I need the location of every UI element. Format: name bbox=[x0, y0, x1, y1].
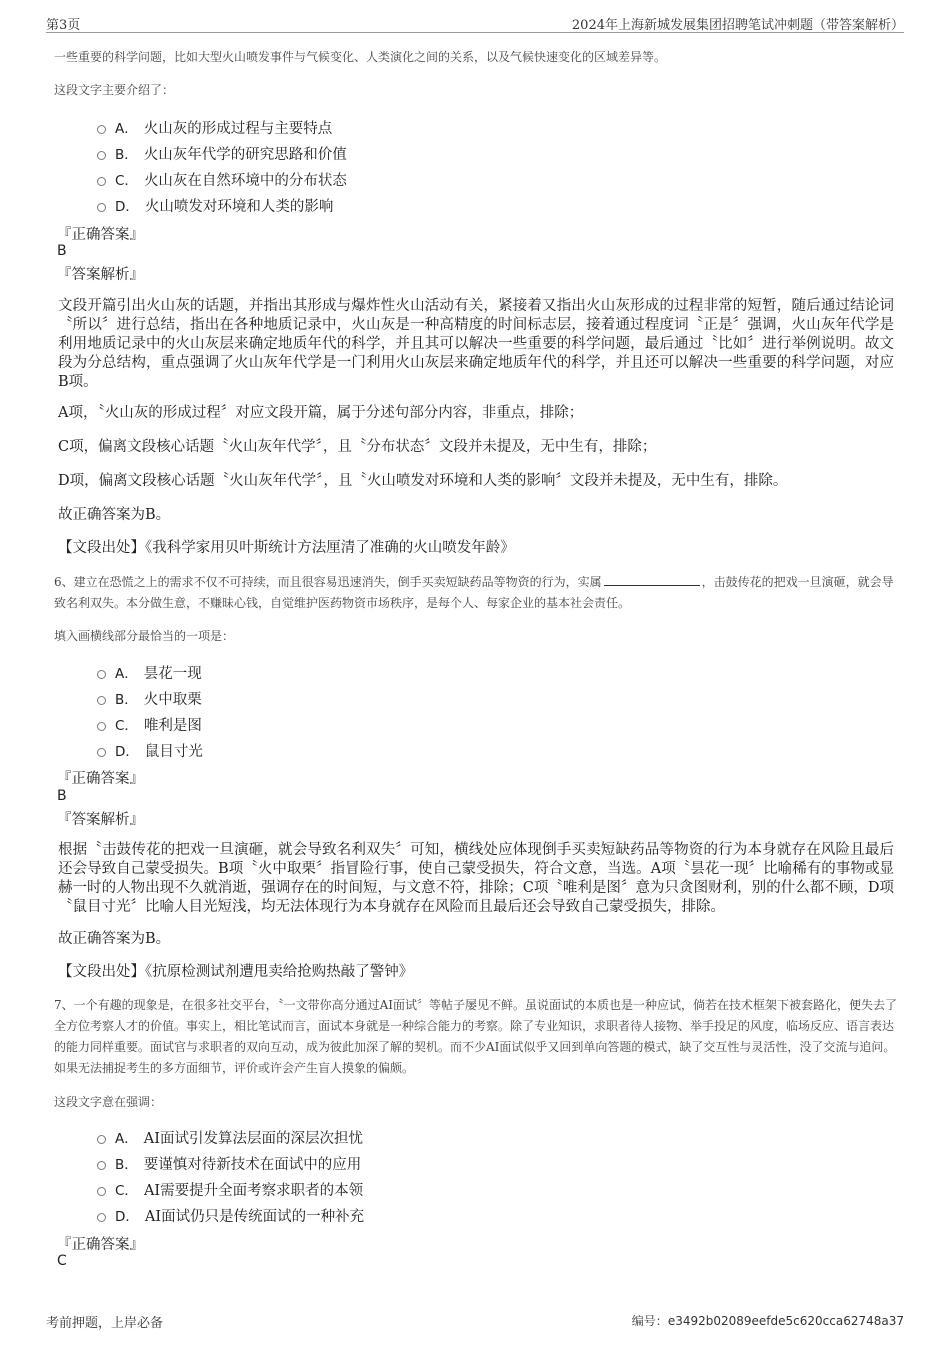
q6-option-d[interactable]: D． 鼠目寸光 bbox=[97, 737, 497, 763]
q5-analysis-c: C项，偏离文段核心话题〝火山灰年代学〞，且〝分布状态〞文段并未提及，无中生有，排除； bbox=[58, 439, 657, 455]
q7-stem: 7、一个有趣的现象是，在很多社交平台，〝一文带你高分通过AI面试〞等帖子屡见不鲜。虽说面试的本质也是一种应试，倘若在技术框架下被套路化，便失去了全方位考察人才的价值。事实上，相比笔试而言，面试本身就是一种综合能力的考察。除了专业知识，求职者待人接物、举手投足的风度，临场反应、语言表达的能力同样重要。面试官与求职者的双向互动，成为彼此加深了解的契机。而不少AI面试似乎又回到单向答题的模式，缺了交互性与灵活性，没了交流与追问。如果无法捕捉考生的多方面细节，评价或许会产生盲人摸象的偏颇。 bbox=[54, 998, 898, 1075]
radio-icon[interactable] bbox=[97, 1135, 106, 1144]
q7-options bbox=[97, 1124, 497, 1228]
radio-icon[interactable] bbox=[97, 696, 106, 705]
q6-options bbox=[97, 659, 497, 763]
q5-option-b[interactable]: B． 火山灰年代学的研究思路和价值 bbox=[97, 140, 497, 166]
q5-option-c[interactable]: C． 火山灰在自然环境中的分布状态 bbox=[97, 166, 497, 192]
q7-option-a[interactable]: A． AI面试引发算法层面的深层次担忧 bbox=[97, 1124, 497, 1150]
radio-icon[interactable] bbox=[97, 1187, 106, 1196]
q5-stem-tail: 一些重要的科学问题，比如大型火山喷发事件与气候变化、人类演化之间的关系，以及气候快速变化的区域差异等。 bbox=[54, 50, 667, 64]
q5-answer-label: 『正确答案』 bbox=[57, 227, 144, 243]
document-title: 2024年上海新城发展集团招聘笔试冲刺题（带答案解析） bbox=[571, 18, 904, 33]
q5-source: 【文段出处】《我科学家用贝叶斯统计方法厘清了准确的火山喷发年龄》 bbox=[58, 540, 515, 556]
radio-icon[interactable] bbox=[97, 151, 106, 160]
q6-analysis-label: 『答案解析』 bbox=[57, 812, 144, 828]
q5-conclusion: 故正确答案为B。 bbox=[58, 507, 171, 523]
q6-answer: B bbox=[57, 788, 67, 804]
q5-analysis-a: A项，〝火山灰的形成过程〞对应文段开篇，属于分述句部分内容，非重点，排除； bbox=[58, 405, 584, 421]
q6-option-b[interactable]: B． 火中取栗 bbox=[97, 685, 497, 711]
q6-source: 【文段出处】《抗原检测试剂遭甩卖给抢购热敲了警钟》 bbox=[58, 964, 414, 980]
q5-analysis-main: 文段开篇引出火山灰的话题，并指出其形成与爆炸性火山活动有关，紧接着又指出火山灰形成的过程非常的短暂，随后通过结论词〝所以〞进行总结，指出在各种地质记录中，火山灰是一种高精度的时间标志层，接着通过程度词〝正是〞强调，火山灰年代学是利用地质记录中的火山灰层来确定地质年代的科学，并且其可以解决一些重要的科学问题，最后通过〝比如〞进行举例说明。故文段为分总结构，重点强调了火山灰年代学是一门利用火山灰层来确定地质年代的科学，并且还可以解决一些重要的科学问题，对应B项。 bbox=[58, 298, 894, 390]
q7-prompt: 这段文字意在强调： bbox=[54, 1095, 163, 1109]
radio-icon[interactable] bbox=[97, 722, 106, 731]
radio-icon[interactable] bbox=[97, 203, 106, 212]
footer-slogan: 考前押题，上岸必备 bbox=[46, 1316, 164, 1331]
q7-option-c[interactable]: C． AI需要提升全面考察求职者的本领 bbox=[97, 1176, 497, 1202]
q6-option-a[interactable]: A． 昙花一现 bbox=[97, 659, 497, 685]
q5-analysis-label: 『答案解析』 bbox=[57, 267, 144, 283]
q6-option-c[interactable]: C． 唯利是图 bbox=[97, 711, 497, 737]
q7-answer: C bbox=[57, 1253, 67, 1269]
radio-icon[interactable] bbox=[97, 670, 106, 679]
radio-icon[interactable] bbox=[97, 1161, 106, 1170]
q7-option-d[interactable]: D． AI面试仍只是传统面试的一种补充 bbox=[97, 1202, 497, 1228]
q5-analysis-d: D项，偏离文段核心话题〝火山灰年代学〞，且〝火山喷发对环境和人类的影响〞文段并未提及，无中生有，排除。 bbox=[58, 473, 788, 489]
q5-answer: B bbox=[57, 243, 67, 259]
q5-prompt: 这段文字主要介绍了： bbox=[54, 83, 175, 97]
q5-options bbox=[97, 114, 497, 218]
q7-option-b[interactable]: B． 要谨慎对待新技术在面试中的应用 bbox=[97, 1150, 497, 1176]
radio-icon[interactable] bbox=[97, 1213, 106, 1222]
q7-answer-label: 『正确答案』 bbox=[57, 1237, 144, 1253]
q6-prompt: 填入画横线部分最恰当的一项是： bbox=[54, 629, 235, 643]
fill-blank bbox=[604, 573, 700, 586]
radio-icon[interactable] bbox=[97, 177, 106, 186]
q6-conclusion: 故正确答案为B。 bbox=[58, 931, 171, 947]
q6-stem: 6、建立在恐慌之上的需求不仅不可持续，而且很容易迅速消失，倒手买卖短缺药品等物资的行为，实属 ，击鼓传花的把戏一旦演砸，就会导致名利双失。本分做生意，不赚昧心钱，自觉维护医药物资市场秩序，是每个人、每家企业的基本社会责任。 bbox=[54, 575, 894, 610]
page-header bbox=[46, 14, 904, 33]
document-code: 编号：e3492b02089eefde5c620cca62748a37 bbox=[631, 1314, 904, 1328]
q5-option-d[interactable]: D． 火山喷发对环境和人类的影响 bbox=[97, 192, 497, 218]
radio-icon[interactable] bbox=[97, 748, 106, 757]
q5-option-a[interactable]: A． 火山灰的形成过程与主要特点 bbox=[97, 114, 497, 140]
page-number: 第3页 bbox=[46, 18, 81, 33]
q6-analysis-main: 根据〝击鼓传花的把戏一旦演砸，就会导致名利双失〞可知，横线处应体现倒手买卖短缺药品等物资的行为本身就存在风险且最后还会导致自己蒙受损失。B项〝火中取栗〞指冒险行事，使自己蒙受损失，符合文意，当选。A项〝昙花一现〞比喻稀有的事物或显赫一时的人物出现不久就消逝，强调存在的时间短，与文意不符，排除；C项〝唯利是图〞意为只贪图财利，别的什么都不顾，D项〝鼠目寸光〞比喻人目光短浅，均无法体现行为本身就存在风险而且最后还会导致自己蒙受损失，排除。 bbox=[58, 842, 894, 915]
radio-icon[interactable] bbox=[97, 125, 106, 134]
q6-answer-label: 『正确答案』 bbox=[57, 771, 144, 787]
